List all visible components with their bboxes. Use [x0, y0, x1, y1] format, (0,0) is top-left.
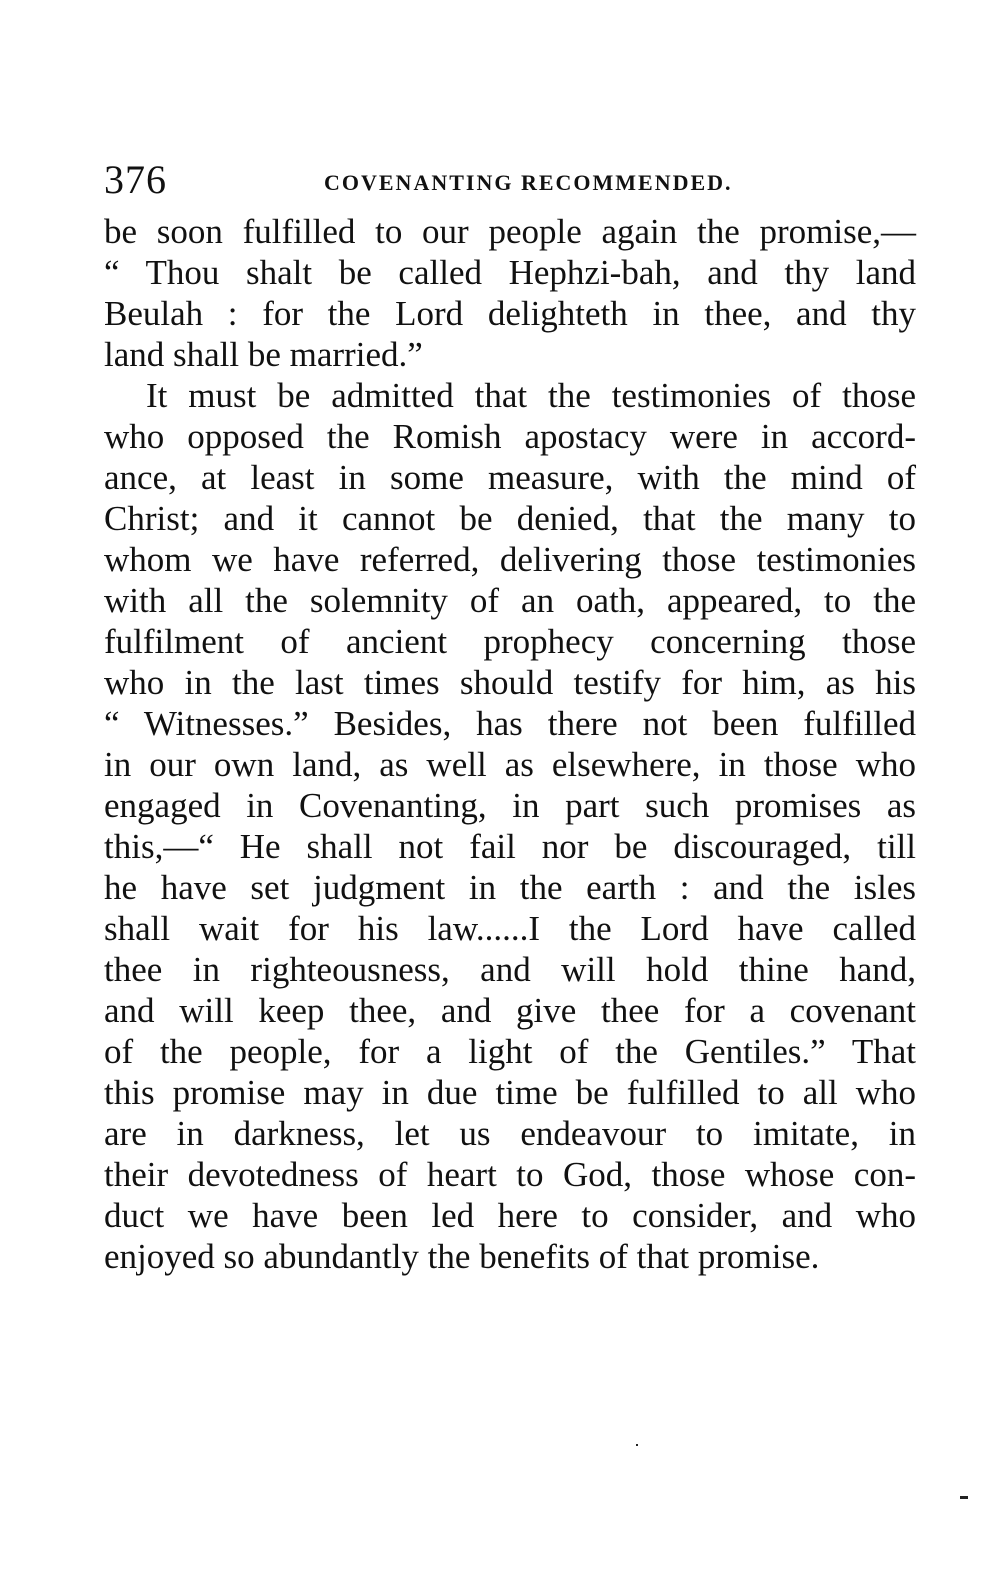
text-line: “ Thou shalt be called Hephzi-bah, and thy land: [104, 253, 916, 292]
text-line: It must be admitted that the testimonies of those: [146, 376, 916, 415]
text-line: of the people, for a light of the Gentiles.” That: [104, 1032, 916, 1071]
text-line: “ Witnesses.” Besides, has there not been fulfilled: [104, 704, 916, 743]
text-line: this,—“ He shall not fail nor be discouraged, till: [104, 827, 916, 866]
scan-speck: [636, 1444, 638, 1446]
page-number: 376: [104, 157, 167, 202]
text-line: their devotedness of heart to God, those whose con-: [104, 1155, 916, 1194]
scan-speck: [960, 1496, 968, 1499]
text-line: who in the last times should testify for him, as his: [104, 663, 916, 702]
text-line: Beulah : for the Lord delighteth in thee, and thy: [104, 294, 916, 333]
running-title: COVENANTING RECOMMENDED.: [324, 170, 733, 195]
body-text: [104, 211, 916, 1277]
running-head: [104, 157, 924, 202]
text-line: are in darkness, let us endeavour to imitate, in: [104, 1114, 916, 1153]
text-line: fulfilment of ancient prophecy concerning those: [104, 622, 916, 661]
text-line: ance, at least in some measure, with the mind of: [104, 458, 916, 497]
text-line: he have set judgment in the earth : and the isles: [104, 868, 916, 907]
text-line: shall wait for his law......I the Lord have called: [104, 909, 916, 948]
text-line: whom we have referred, delivering those testimonies: [104, 540, 916, 579]
text-line: engaged in Covenanting, in part such promises as: [104, 786, 916, 825]
text-line: who opposed the Romish apostacy were in accord-: [104, 417, 916, 456]
text-line: with all the solemnity of an oath, appeared, to the: [104, 581, 916, 620]
text-line: this promise may in due time be fulfilled to all who: [104, 1073, 916, 1112]
text-line: and will keep thee, and give thee for a covenant: [104, 991, 916, 1030]
text-line: duct we have been led here to consider, and who: [104, 1196, 916, 1235]
text-line: land shall be married.”: [104, 335, 423, 374]
text-line: in our own land, as well as elsewhere, in those who: [104, 745, 916, 784]
text-line: be soon fulfilled to our people again the promise,—: [104, 212, 916, 251]
text-line: enjoyed so abundantly the benefits of that promise.: [104, 1237, 820, 1276]
text-line: Christ; and it cannot be denied, that the many to: [104, 499, 916, 538]
text-line: thee in righteousness, and will hold thine hand,: [104, 950, 916, 989]
